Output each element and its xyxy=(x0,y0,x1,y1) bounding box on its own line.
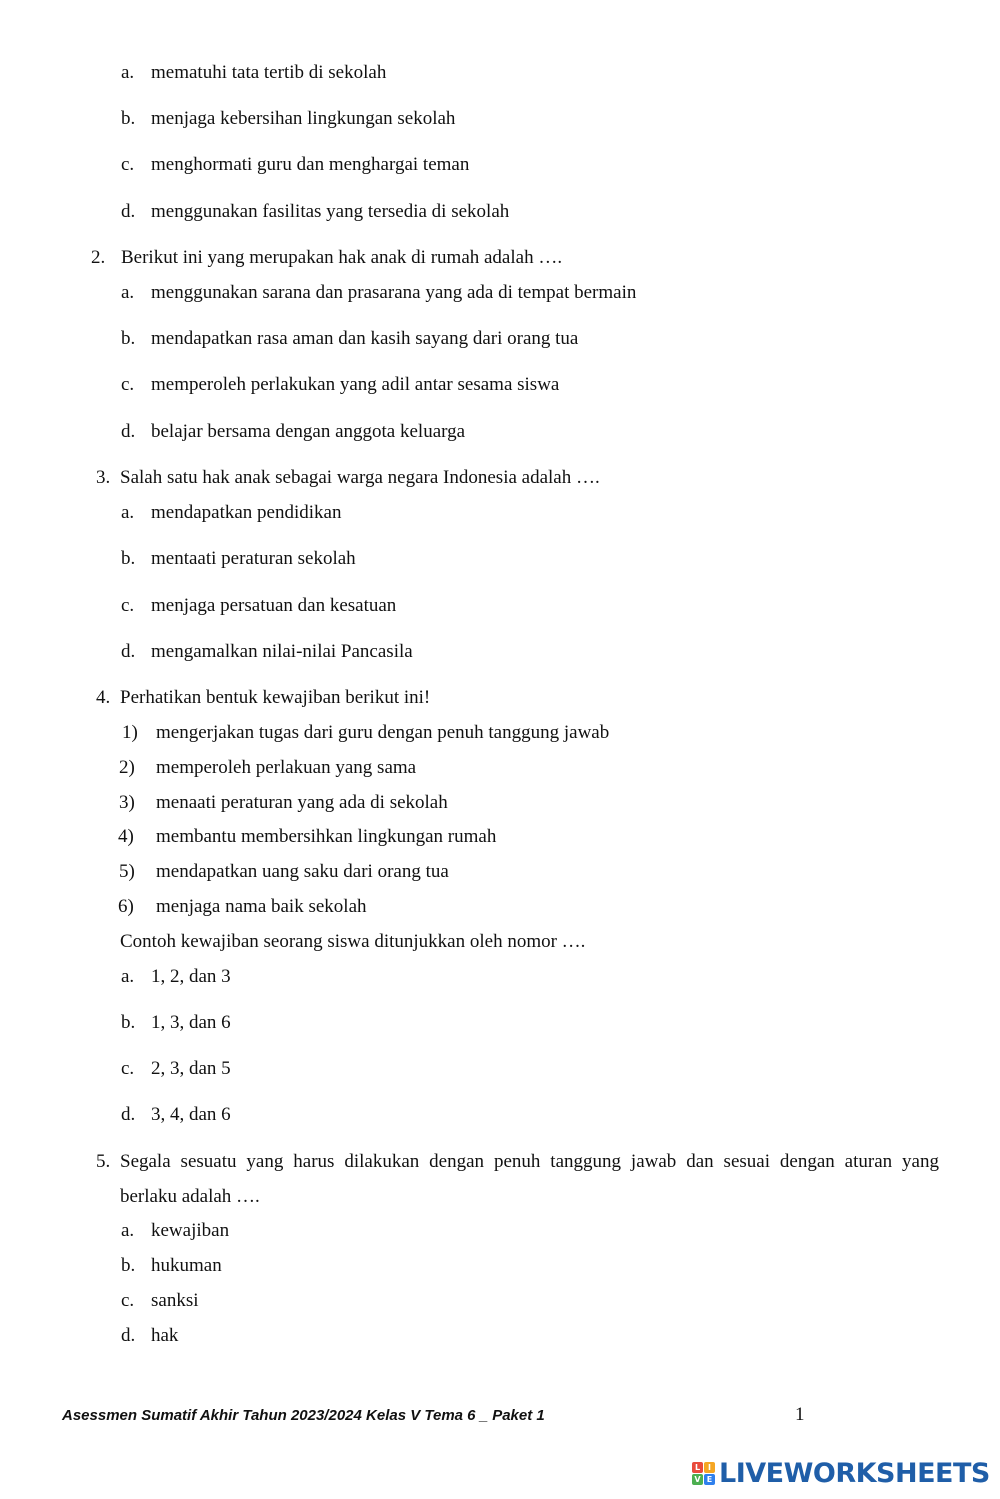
page-number: 1 xyxy=(795,1404,805,1425)
option-text: menggunakan fasilitas yang tersedia di sekolah xyxy=(151,201,510,222)
question-number: 2. xyxy=(91,247,106,268)
option-text: mentaati peraturan sekolah xyxy=(151,548,356,569)
item-number: 6) xyxy=(118,896,134,917)
option-text: sanksi xyxy=(151,1290,199,1311)
item-text: mengerjakan tugas dari guru dengan penuh tanggung jawab xyxy=(156,722,610,743)
item-text: menaati peraturan yang ada di sekolah xyxy=(156,792,448,813)
option-text: mendapatkan rasa aman dan kasih sayang dari orang tua xyxy=(151,328,579,349)
option-text: memperoleh perlakukan yang adil antar sesama siswa xyxy=(151,374,560,395)
question-text: Salah satu hak anak sebagai warga negara Indonesia adalah …. xyxy=(120,467,600,488)
item-text: memperoleh perlakuan yang sama xyxy=(156,757,417,778)
item-text: membantu membersihkan lingkungan rumah xyxy=(156,826,497,847)
option-letter: a. xyxy=(121,62,135,83)
option-letter: b. xyxy=(121,328,136,349)
logo-tile: V xyxy=(692,1474,703,1485)
option-text: kewajiban xyxy=(151,1220,230,1241)
question-text-line-2: berlaku adalah …. xyxy=(120,1186,260,1207)
question-number: 4. xyxy=(96,687,111,708)
option-text: 1, 3, dan 6 xyxy=(151,1012,231,1033)
option-letter: b. xyxy=(121,548,136,569)
logo-tile: L xyxy=(692,1462,703,1473)
option-text: mendapatkan pendidikan xyxy=(151,502,342,523)
option-text: menjaga kebersihan lingkungan sekolah xyxy=(151,108,456,129)
option-text: hukuman xyxy=(151,1255,222,1276)
option-text: menjaga persatuan dan kesatuan xyxy=(151,595,397,616)
option-letter: c. xyxy=(121,154,135,175)
option-letter: a. xyxy=(121,502,135,523)
option-letter: b. xyxy=(121,1255,136,1276)
option-letter: d. xyxy=(121,1325,136,1346)
item-number: 1) xyxy=(122,722,138,743)
question-text-line-1: Segala sesuatu yang harus dilakukan dengan penuh tanggung jawab dan sesuai dengan aturan yang xyxy=(120,1151,939,1172)
option-letter: d. xyxy=(121,201,136,222)
option-letter: c. xyxy=(121,1058,135,1079)
item-number: 5) xyxy=(119,861,135,882)
option-text: menghormati guru dan menghargai teman xyxy=(151,154,470,175)
question-prompt: Contoh kewajiban seorang siswa ditunjukkan oleh nomor …. xyxy=(120,931,586,952)
item-number: 4) xyxy=(118,826,134,847)
option-text: 1, 2, dan 3 xyxy=(151,966,231,987)
question-number: 5. xyxy=(96,1151,111,1172)
option-letter: d. xyxy=(121,641,136,662)
option-text: mematuhi tata tertib di sekolah xyxy=(151,62,387,83)
item-text: menjaga nama baik sekolah xyxy=(156,896,367,917)
option-letter: a. xyxy=(121,282,135,303)
option-letter: b. xyxy=(121,1012,136,1033)
option-letter: d. xyxy=(121,1104,136,1125)
item-number: 3) xyxy=(119,792,135,813)
logo-tile: E xyxy=(704,1474,715,1485)
option-text: 3, 4, dan 6 xyxy=(151,1104,231,1125)
option-letter: c. xyxy=(121,1290,135,1311)
question-number: 3. xyxy=(96,467,111,488)
logo-tile: I xyxy=(704,1462,715,1473)
option-letter: b. xyxy=(121,108,136,129)
liveworksheets-brand[interactable] xyxy=(692,1455,990,1491)
option-text: mengamalkan nilai-nilai Pancasila xyxy=(151,641,413,662)
option-text: 2, 3, dan 5 xyxy=(151,1058,231,1079)
question-text: Berikut ini yang merupakan hak anak di rumah adalah …. xyxy=(121,247,563,268)
question-text: Perhatikan bentuk kewajiban berikut ini! xyxy=(120,687,431,708)
option-text: hak xyxy=(151,1325,179,1346)
option-text: belajar bersama dengan anggota keluarga xyxy=(151,421,466,442)
item-number: 2) xyxy=(119,757,135,778)
item-text: mendapatkan uang saku dari orang tua xyxy=(156,861,449,882)
brand-name: LIVEWORKSHEETS xyxy=(719,1457,990,1489)
footer-title: Asessmen Sumatif Akhir Tahun 2023/2024 Kelas V Tema 6 _ Paket 1 xyxy=(62,1407,545,1424)
option-letter: d. xyxy=(121,421,136,442)
option-letter: a. xyxy=(121,1220,135,1241)
option-text: menggunakan sarana dan prasarana yang ada di tempat bermain xyxy=(151,282,637,303)
liveworksheets-logo-icon xyxy=(692,1462,715,1485)
option-letter: a. xyxy=(121,966,135,987)
option-letter: c. xyxy=(121,374,135,395)
option-letter: c. xyxy=(121,595,135,616)
